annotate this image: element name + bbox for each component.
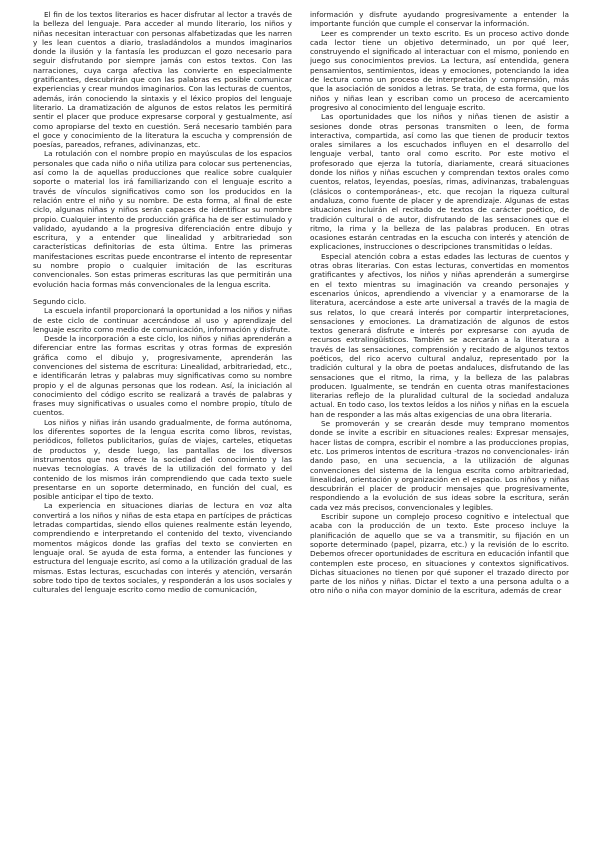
paragraph: Se promoverán y se crearán desde muy temprano momentos donde se invite a escribir en situaciones reales: Expresar mensajes, hacer listas de compra, escribir el nombre a las producciones propias, etc. Los primeros intentos de escritura -trazos no convencionales- irán dando paso, en una secuencia, a la utilización de algunas convenciones del sistema de la lengua escrita como arbitrariedad, linealidad, orientación y organización en el espacio. Los niños y niñas descubrirán el placer de producir mensajes que progresivamente, respondiendo a la evolución de sus ideas sobre la escritura, serán cada vez más precisos, convencionales y legibles. [310,419,569,512]
right-column [310,10,569,596]
section-heading: Segundo ciclo. [33,296,87,306]
paragraph: información y disfrute ayudando progresivamente a entender la importante función que cumple el conservar la información. [310,10,569,29]
paragraph: La rotulación con el nombre propio en mayúsculas de los espacios personales que cada niño o niña utiliza para colocar sus pertenencias, así como la de aquellas producciones que realice sobre cualquier soporte o material los irá familiarizando con el lenguaje escrito a través de vínculos significativos como son los producidos en la relación entre el niño y su nombre. De esta forma, al final de este ciclo, algunas niñas y niños serán capaces de identificar su nombre propio. Cualquier intento de producción gráfica ha de ser estimulado y validado, ayudando a la progresiva diferenciación entre dibujo y escritura, y a entender que linealidad y arbitrariedad son características definitorias de esta última. Entre las primeras manifestaciones escritas puede encontrarse el intento de representar su nombre propio o cualquier imitación de las escrituras convencionales. Son estas primeras escrituras las que permitirán una evolución hacia formas más convencionales de la lengua escrita. [33,149,292,289]
paragraph: Escribir supone un complejo proceso cognitivo e intelectual que acaba con la producción de un texto. Este proceso incluye la planificación de aquello que se va a transmitir, su fijación en un soporte determinado (papel, pizarra, etc.) y la revisión de lo escrito. Debemos ofrecer oportunidades de escritura en educación infantil que contemplen este proceso, en situaciones y contextos significativos. Dichas situaciones no tienen por qué suponer el trazado directo por parte de los niños y niñas. Dictar el texto a una persona adulta o a otro niño o niña con mayor dominio de la escritura, además de crear [310,512,569,596]
left-column [33,10,292,594]
paragraph: Las oportunidades que los niños y niñas tienen de asistir a sesiones donde otras personas transmiten o leen, de forma interactiva, compartida, así como las que tienen de producir textos orales similares a los escuchados influyen en el desarrollo del lenguaje verbal, tanto oral como escrito. Por este motivo el profesorado que ejerza la tutoría, diariamente, creará situaciones donde los niños y niñas escuchen y comprendan textos orales como cuentos, relatos, leyendas, poesías, rimas, adivinanzas, trabalenguas (clásicos o contemporáneas-, etc. que recojan la riqueza cultural andaluza, como fuente de placer y de aprendizaje. Algunas de estas situaciones incluirán el recitado de textos de carácter poético, de tradición cultural o de autor, disfrutando de las sensaciones que el ritmo, la rima y la belleza de las palabras producen. En otras ocasiones estarán centradas en la escucha con interés y atención de explicaciones, instrucciones o descripciones transmitidas o leídas. [310,112,569,252]
paragraph: Especial atención cobra a estas edades las lecturas de cuentos y otras obras literarias. Con estas lecturas, convertidas en momentos gratificantes y afectivos, los niños y niñas aprenderán a sumergirse en el texto mientras su imaginación va creando personajes y escenarios únicos, aprendiendo a vivenciar y a enamorarse de la literatura, acercándose a este arte universal a través de la magia de sus relatos, lo que creará interés por compartir interpretaciones, sensaciones y emociones. La dramatización de algunos de estos textos generará disfrute e interés por expresarse con ayuda de recursos extralingüísticos. También se acercarán a la literatura a través de las sensaciones, comprensión y recitado de algunos textos poéticos, del rico acervo cultural andaluz, representado por la tradición cultural y la obra de poetas andaluces, disfrutando de las sensaciones que el ritmo, la rima, y la belleza de las palabras producen. Igualmente, se tendrán en cuenta otras manifestaciones literarias reflejo de la pluralidad cultural de la sociedad andaluza actual. En todo caso, los textos leídos a los niños y niñas en la escuela han de responder a las más altas exigencias de una obra literaria. [310,251,569,419]
paragraph: La escuela infantil proporcionará la oportunidad a los niños y niñas de este ciclo de continuar acercándose al uso y aprendizaje del lenguaje escrito como medio de comunicación, información y disfrute. [33,306,292,334]
paragraph: La experiencia en situaciones diarias de lectura en voz alta convertirá a los niños y niñas de esta etapa en partícipes de prácticas letradas compartidas, siendo ellos quienes realmente están leyendo, comprendiendo e interpretando el contenido del texto, vivenciando momentos mágicos donde las grafías del texto se convierten en lenguaje oral. Se ayuda de esta forma, a entender las funciones y estructura del lenguaje escrito, así como a la utilización gradual de las mismas. Estas lecturas, escuchadas con interés y atención, versarán sobre todo tipo de textos sociales, y responderán a los usos sociales y culturales del lenguaje escrito como medio de comunicación, [33,501,292,595]
paragraph: Desde la incorporación a este ciclo, los niños y niñas aprenderán a diferenciar entre las formas escritas y otras formas de expresión gráfica como el dibujo y, progresivamente, aprenderán las convenciones del sistema de escritura: Linealidad, arbitrariedad, etc., e identificarán letras y palabras muy significativas como su nombre propio y el de algunas personas que los rodean. Así, la iniciación al conocimiento del código escrito se realizará a través de palabras y frases muy significativas o usuales como el nombre propio, título de cuentos. [33,334,292,418]
paragraph: El fin de los textos literarios es hacer disfrutar al lector a través de la belleza del lenguaje. Para acceder al mundo literario, los niños y niñas necesitan interactuar con personas alfabetizadas que les narren y les lean cuentos a diario, trasladándolos a mundos imaginarios donde la ilusión y la fantasía les produzcan el gozo necesario para seguir disfrutando por siempre jamás con estos textos. Con las narraciones, cuya carga afectiva las convierte en especialmente gratificantes, descubrirán que con las palabras es posible comunicar experiencias y crear mundos imaginarios. Con las lecturas de cuentos, además, irán conociendo la sintaxis y el léxico propios del lenguaje literario. La dramatización de algunos de estos relatos les permitirá sentir el placer que produce expresarse corporal y gestualmente, así como apropiarse del texto en cuestión. Será necesario también para el goce y conocimiento de la literatura la escucha y comprensión de poesías, pareados, refranes, adivinanzas, etc. [33,10,292,150]
paragraph: Los niños y niñas irán usando gradualmente, de forma autónoma, los diferentes soportes de la lengua escrita como libros, revistas, periódicos, folletos publicitarios, guías de viajes, carteles, etiquetas de productos y, desde luego, las pantallas de los diversos instrumentos que nos ofrece la sociedad del conocimiento y las nuevas tecnologías. A través de la utilización del formato y del contenido de los mismos irán comprendiendo que cada texto suele presentarse en un soporte determinado, en función del cual, es posible anticipar el tipo de texto. [33,417,292,502]
paragraph: Leer es comprender un texto escrito. Es un proceso activo donde cada lector tiene un objetivo determinado, un por qué leer, construyendo el significado al interactuar con el mismo, poniendo en juego sus conocimientos previos. La lectura, así entendida, genera pensamientos, sentimientos, ideas y emociones, potenciando la idea de lectura como un proceso de interpretación y comprensión, más que la asociación de sonidos a letras. Se trata, de esta forma, que los niños y niñas lean y escriban como un proceso de acercamiento progresivo al conocimiento del lenguaje escrito. [310,28,569,112]
